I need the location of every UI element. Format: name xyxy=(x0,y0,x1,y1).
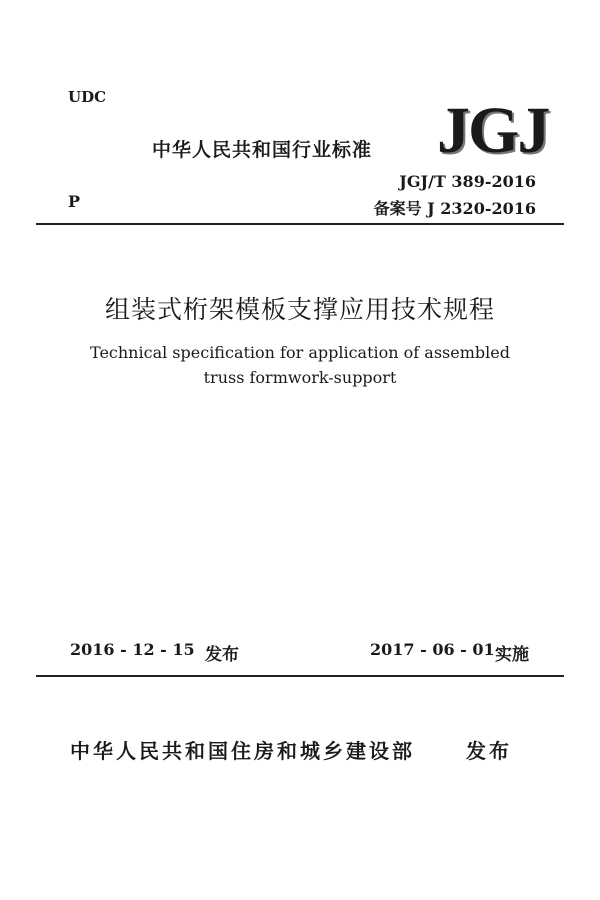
top-divider xyxy=(36,223,564,225)
issue-date: 2016 - 12 - 15 xyxy=(70,640,195,659)
record-number: 备案号 J 2320-2016 xyxy=(373,199,536,218)
title-english-line1: Technical specification for application of assembled xyxy=(90,343,510,362)
title-chinese: 组装式桁架模板支撑应用技术规程 xyxy=(104,295,495,324)
issue-label: 发布 xyxy=(205,645,239,665)
category-label: P xyxy=(68,192,81,211)
standard-code: JGJ/T 389-2016 xyxy=(399,172,536,191)
issuer-action: 发布 xyxy=(466,739,512,763)
implement-date: 2017 - 06 - 01 xyxy=(370,640,495,659)
implement-label: 实施 xyxy=(495,645,529,665)
title-english-line2: truss formwork-support xyxy=(203,368,397,387)
jgj-logo: JGJ xyxy=(437,94,549,167)
standard-type: 中华人民共和国行业标准 xyxy=(152,139,373,161)
issuer-name: 中华人民共和国住房和城乡建设部 xyxy=(70,739,415,763)
udc-label: UDC xyxy=(68,88,107,106)
bottom-divider xyxy=(36,675,564,677)
